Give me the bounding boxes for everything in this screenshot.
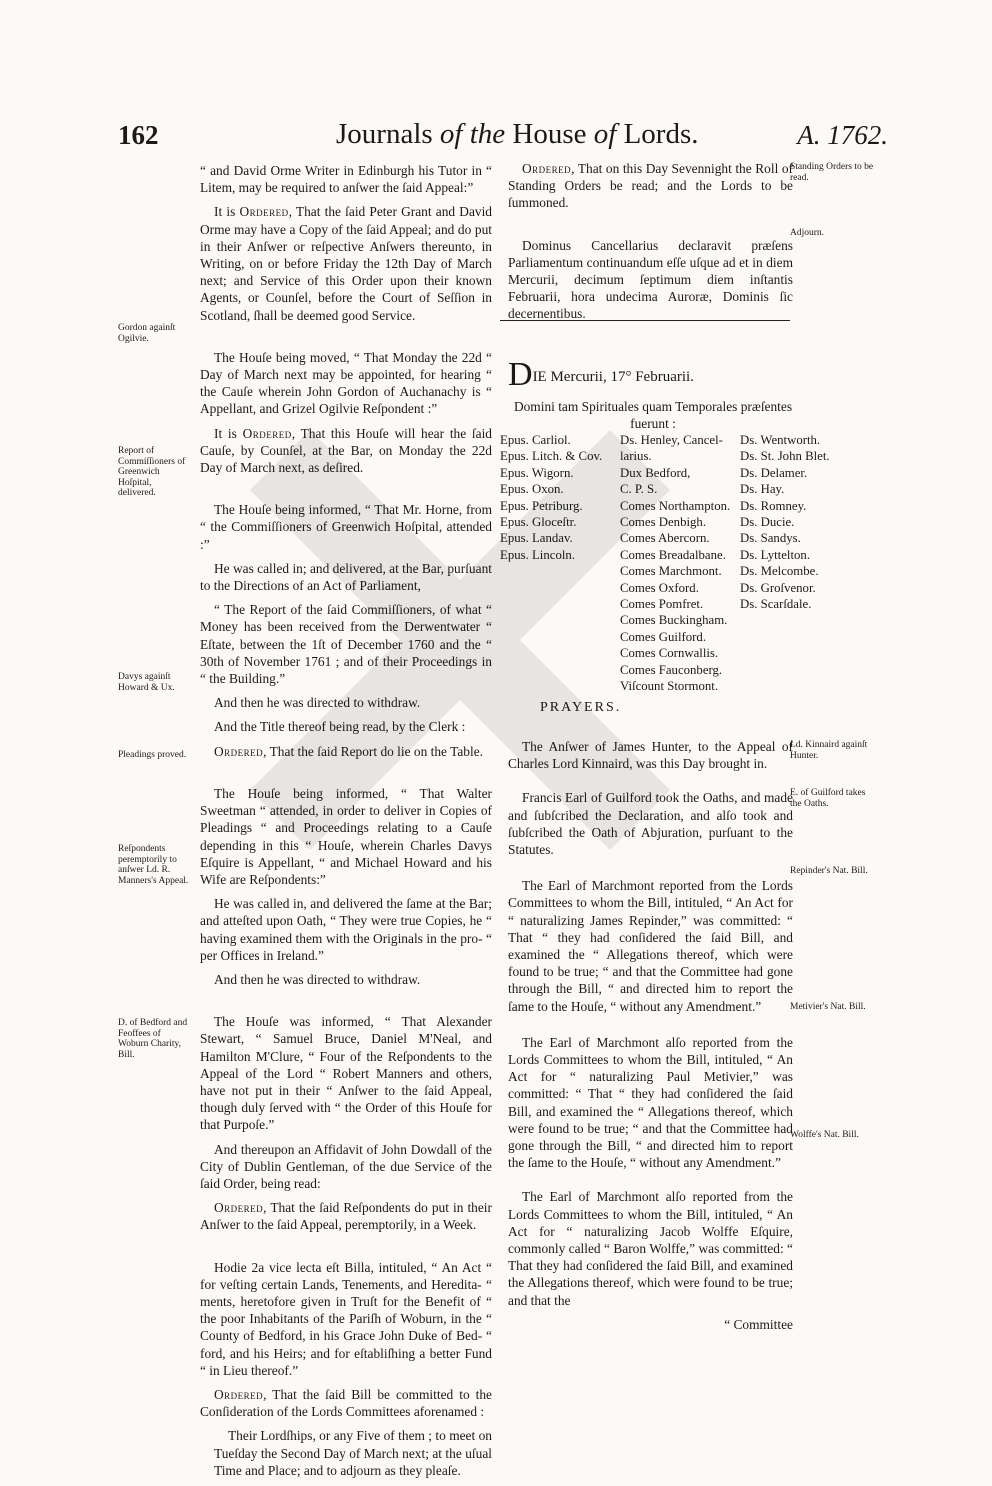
attendee-entry: Comes Northampton. bbox=[620, 498, 731, 513]
title-part: House bbox=[512, 118, 587, 150]
page-number: 162 bbox=[118, 120, 159, 150]
attendee-entry: larius. bbox=[620, 449, 652, 464]
title-part: of bbox=[593, 118, 617, 150]
attendee-entry: Ds. St. John Blet. bbox=[740, 449, 830, 464]
paragraph: “ and David Orme Writer in Edinburgh his Tutor in “ Litem, may be required to anſwer the ſaid Appeal:” bbox=[200, 163, 492, 196]
text: , That the ſaid Report do lie on the Table. bbox=[263, 743, 484, 759]
attendee-entry: Viſcount Stormont. bbox=[620, 679, 719, 694]
attendee-entry: Dux Bedford, bbox=[620, 465, 691, 480]
paragraph: Francis Earl of Guilford took the Oaths, and made and ſubſcribed the Declaration, and alſo took and ſubſcribed the Oath of Abjuration, purſuant to the Statutes. bbox=[508, 790, 793, 858]
journal-title bbox=[336, 118, 699, 151]
attendee-entry: C. P. S. bbox=[620, 482, 658, 497]
catchword: “ Committee bbox=[724, 1316, 793, 1332]
attendee-entry: Ds. Scarſdale. bbox=[740, 597, 812, 612]
paragraph: The Earl of Marchmont alſo reported from the Lords Committees to whom the Bill, intituled, “ An Act for “ naturalizing Jacob Wolffe Eſquire, commonly called “ Baron Wolffe,” was committed: “ That they had conſidered the ſaid Bill, and examined the Allegations thereof, which were found to be true; and that the bbox=[508, 1189, 793, 1308]
paragraph: The Houſe being moved, “ That Monday the 22d “ Day of March next may be appointed, for hearing “ the Cauſe wherein John Gordon of Auchanachy is “ Appellant, and Grizel Ogilvie Reſpondent :” bbox=[200, 349, 492, 417]
paragraph bbox=[200, 425, 492, 477]
attendee-entry: Comes Denbigh. bbox=[620, 515, 707, 530]
paragraph: Dominus Cancellarius declaravit præſens Parliamentum continuandum eſſe uſque ad et in diem Mercurii, decimum ſeptimum diem inſtantis Februarii, hora undecima Auroræ, Dominis ſic decernentibus. bbox=[508, 237, 793, 322]
attendee-entry: Epus. Petriburg. bbox=[500, 498, 583, 513]
margin-note: Davys againſt Howard & Ux. bbox=[118, 672, 175, 693]
attendee-entry: Ds. Lyttelton. bbox=[740, 547, 811, 562]
paragraph: Their Lordſhips, or any Five of them ; to meet on Tueſday the Second Day of March next; at the uſual Time and Place; and to adjourn as they pleaſe. bbox=[214, 1428, 492, 1478]
paragraph: Hodie 2a vice lecta eſt Billa, intituled, “ An Act “ for veſting certain Lands, Tenements, and Heredita- “ ments, heretofore given in Truſt for the Benefit of “ the poor Inhabitants of the Pariſh of Woburn, in the “ County of Bedford, in his Grace John Duke of Bed- “ ford, and his Heirs; and for eſtabliſhing a better Fund “ in Lieu thereof.” bbox=[200, 1259, 492, 1378]
paragraph: The Anſwer of James Hunter, to the Appeal of Charles Lord Kinnaird, was this Day brought in. bbox=[508, 739, 793, 772]
attendee-entry: Ds. Groſvenor. bbox=[740, 580, 816, 595]
attendee-entry: Ds. Ducie. bbox=[740, 515, 795, 530]
margin-note: Reſpondents peremptorily to anſwer Ld. R. Manners's Appeal. bbox=[118, 844, 189, 886]
attendee-entry: Epus. Litch. & Cov. bbox=[500, 449, 603, 464]
text: , That the ſaid Peter Grant and David Orme may have a Copy of the ſaid Appeal; and do put in their Anſwer or reſpective Anſwers thereunto, in Writing, on or before Friday the 12th Day of March next; and Service of this Order upon their known Agents, or Counſel, before the Court of Seſſion in Scotland, ſhall be deemed good Service. bbox=[200, 204, 493, 323]
attendee-entry: Comes Marchmont. bbox=[620, 564, 722, 579]
day-heading bbox=[508, 356, 798, 393]
ordered-keyword: Ordered bbox=[522, 161, 572, 176]
attendee-entry: Comes Abercorn. bbox=[620, 531, 710, 546]
attendee-entry: Ds. Wentworth. bbox=[740, 433, 821, 447]
margin-note: D. of Bedford and Feoffees of Woburn Charity, Bill. bbox=[118, 1018, 188, 1060]
title-part: Journals bbox=[336, 118, 433, 150]
text: , That on this Day Sevennight the Roll of Standing Orders be read; and the Lords to be ſummoned. bbox=[508, 161, 793, 211]
paragraph: “ The Report of the ſaid Commiſſioners, of what “ Money has been received from the Derwentwater “ Eſtate, between the 1ſt of December 1760 and the “ 30th of November 1761 ; and of their Proceedings in “ the Building.” bbox=[200, 602, 492, 687]
attendee-entry: Comes Guilford. bbox=[620, 629, 707, 644]
year: A. 1762. bbox=[797, 120, 888, 150]
attendee-entry: Ds. Sandys. bbox=[740, 531, 801, 546]
text: , That the ſaid Reſpondents do put in their Anſwer to the ſaid Appeal, peremptorily, in a Week. bbox=[200, 1200, 492, 1233]
attendance-list-bishops bbox=[500, 432, 615, 563]
attendee-entry: Ds. Melcombe. bbox=[740, 564, 819, 579]
ordered-keyword: Ordered bbox=[242, 425, 292, 441]
attendee-entry: Ds. Henley, Cancel- bbox=[620, 433, 723, 447]
paragraph bbox=[200, 1199, 492, 1233]
attendance-list-earls bbox=[620, 432, 738, 695]
paragraph bbox=[508, 160, 793, 212]
paragraph: The Houſe being informed, “ That Mr. Horne, from “ the Commiſſioners of Greenwich Hoſpital, attended :” bbox=[200, 502, 492, 552]
paragraph: He was called in; and delivered, at the Bar, purſuant to the Directions of an Act of Parliament, bbox=[200, 560, 492, 594]
paragraph bbox=[200, 203, 492, 323]
section-rule bbox=[500, 320, 790, 321]
attendee-entry: Epus. Carliol. bbox=[500, 433, 571, 447]
paragraph: The Earl of Marchmont reported from the Lords Committees to whom the Bill, intituled, “ An Act for “ naturalizing James Repinder,” was committed: “ That “ they had conſidered the ſaid Bill, and examined the “ Allegations thereof, which were found to be true; “ and that the Committee had gone through the Bill, “ and directed him to report the ſame to the Houſe, “ without any Amendment.” bbox=[508, 878, 793, 1014]
attendance-list-barons bbox=[740, 432, 850, 612]
attendee-entry: Epus. Lincoln. bbox=[500, 547, 575, 562]
paragraph: And then he was directed to withdraw. bbox=[214, 695, 421, 711]
text: , That this Houſe will hear the ſaid Cauſe, by Counſel, at the Bar, on Monday the 22d Day of March next, as deſired. bbox=[200, 425, 493, 476]
left-column bbox=[200, 162, 492, 1486]
running-header bbox=[118, 118, 888, 158]
attendee-entry: Comes Oxford. bbox=[620, 580, 699, 595]
ordered-keyword: Ordered bbox=[214, 743, 264, 759]
drop-cap: D bbox=[508, 356, 533, 393]
attendee-entry: Epus. Oxon. bbox=[500, 482, 564, 497]
right-column-top bbox=[508, 160, 793, 330]
prayers-heading: PRAYERS. bbox=[540, 700, 622, 715]
paragraph: And thereupon an Affidavit of John Dowdall of the City of Dublin Gentleman, of the due Service of the ſaid Order, being read: bbox=[200, 1141, 492, 1191]
paragraph: He was called in, and delivered the ſame at the Bar; and atteſted upon Oath, “ They were true Copies, he “ having examined them with the Originals in the pro- “ per Offices in Ireland.” bbox=[200, 896, 492, 963]
paragraph: And then he was directed to withdraw. bbox=[214, 971, 421, 987]
attendee-entry: Comes Buckingham. bbox=[620, 613, 728, 628]
text: , That the ſaid Bill be committed to the Conſideration of the Lords Committees aforenamed : bbox=[200, 1386, 492, 1420]
attendee-entry: Ds. Romney. bbox=[740, 498, 807, 513]
paragraph bbox=[200, 743, 492, 760]
ordered-keyword: Ordered bbox=[239, 204, 289, 220]
attendee-entry: Ds. Hay. bbox=[740, 482, 785, 497]
text: It is bbox=[214, 425, 243, 441]
attendee-entry: Ds. Delamer. bbox=[740, 465, 808, 480]
attendee-entry: Epus. Gloceſtr. bbox=[500, 515, 577, 530]
margin-note: Gordon againſt Ogilvie. bbox=[118, 323, 176, 344]
attendee-entry: Epus. Wigorn. bbox=[500, 465, 574, 480]
ordered-keyword: Ordered bbox=[214, 1200, 264, 1216]
paragraph: The Earl of Marchmont alſo reported from the Lords Committees to whom the Bill, intituled, “ An Act for “ naturalizing Paul Metivier,” was committed: “ That “ they had conſidered the ſaid Bill, and examined the “ Allegations thereof, which were found to be true; “ and that the Committee had gone through the Bill, “ and directed him to report the ſame to the Houſe, “ without any Amendment.” bbox=[508, 1034, 793, 1171]
margin-note: Metivier's Nat. Bill. bbox=[790, 1002, 866, 1012]
title-part: of the bbox=[439, 118, 506, 150]
right-column-bottom bbox=[508, 738, 793, 1340]
text: It is bbox=[214, 204, 240, 220]
margin-note: Repinder's Nat. Bill. bbox=[790, 866, 868, 876]
title-part: Lords. bbox=[623, 118, 699, 150]
paragraph bbox=[200, 1386, 492, 1420]
attendance-intro: Domini tam Spirituales quam Temporales præſentes fuerunt : bbox=[513, 399, 793, 431]
paragraph: The Houſe was informed, “ That Alexander Stewart, “ Samuel Bruce, Daniel M'Neal, and Hamilton M'Clure, “ Four of the Reſpondents to the Appeal of the Lord “ Robert Manners and others, have not put in their “ Anſwer to the ſaid Appeal, though duly ſerved with “ the Order of this Houſe for that Purpoſe.” bbox=[200, 1014, 492, 1133]
attendee-entry: Comes Cornwallis. bbox=[620, 646, 719, 661]
margin-note: Adjourn. bbox=[790, 228, 825, 238]
attendee-entry: Comes Pomfret. bbox=[620, 597, 704, 612]
paragraph: And the Title thereof being read, by the Clerk : bbox=[214, 719, 466, 735]
attendee-entry: Comes Fauconberg. bbox=[620, 662, 723, 677]
attendee-entry: Comes Breadalbane. bbox=[620, 547, 726, 562]
margin-note: E. of Guilford takes the Oaths. bbox=[790, 788, 866, 809]
margin-note: Ld. Kinnaird againſt Hunter. bbox=[790, 740, 868, 761]
paragraph: The Houſe being informed, “ That Walter Sweetman “ attended, in order to deliver in Copies of Pleadings “ and Proceedings relating to a Cauſe depending in this “ Houſe, wherein Charles Davys Eſquire is Appellant, “ and Michael Howard and his Wife are Reſpondents:” bbox=[200, 785, 492, 887]
margin-note: Standing Orders to be read. bbox=[790, 162, 874, 183]
margin-note: Wolffe's Nat. Bill. bbox=[790, 1130, 859, 1140]
ordered-keyword: Ordered bbox=[214, 1386, 264, 1402]
margin-note: Report of Commiſſioners of Greenwich Hoſpital, delivered. bbox=[118, 446, 186, 498]
margin-note: Pleadings proved. bbox=[118, 750, 187, 760]
attendee-entry: Epus. Landav. bbox=[500, 531, 573, 546]
day-heading-text: IE Mercurii, 17° Februarii. bbox=[532, 369, 694, 385]
